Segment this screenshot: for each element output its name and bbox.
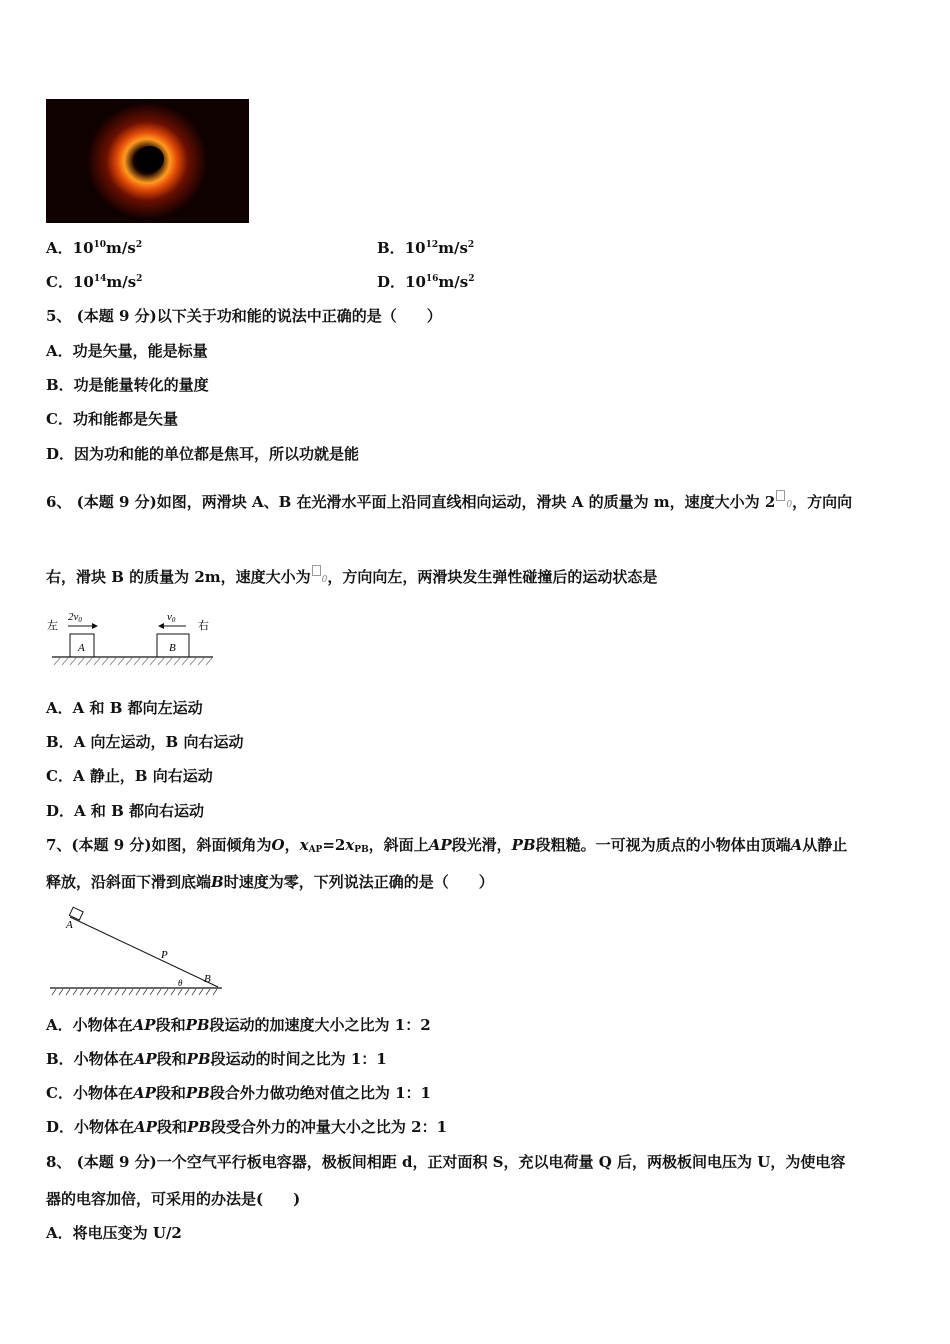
arrow-right-icon xyxy=(92,623,98,629)
q6-option-a: A．A 和 B 都向左运动 xyxy=(46,699,203,717)
q7-option-b: B．小物体在AP段和PB段运动的时间之比为 1：1 xyxy=(46,1050,387,1068)
q5-option-c: C．功和能都是矢量 xyxy=(46,410,178,428)
missing-glyph-icon xyxy=(776,490,785,501)
q6-fig-va-label: 2v xyxy=(68,611,79,623)
svg-text:B: B xyxy=(169,642,176,654)
svg-text:2v0: 2v0 xyxy=(68,611,82,624)
q4-option-b: B．$10^{12}m/s^2$ xyxy=(377,239,475,257)
svg-text:θ: θ xyxy=(178,978,183,988)
q8-option-a: A．将电压变为 U/2 xyxy=(46,1224,182,1242)
q7-option-a: A．小物体在AP段和PB段运动的加速度大小之比为 1：2 xyxy=(46,1016,431,1034)
svg-text:B: B xyxy=(204,973,211,985)
arrow-left-icon xyxy=(158,623,164,629)
q6-option-c: C．A 静止，B 向右运动 xyxy=(46,767,213,785)
q5-option-b: B．功是能量转化的量度 xyxy=(46,376,209,394)
svg-text:P: P xyxy=(161,949,168,961)
q6-fig-left-label: 左 xyxy=(47,620,58,632)
q5-stem: 5、 (本题 9 分)以下关于功和能的说法中正确的是（ ） xyxy=(46,307,442,325)
q8-stem-line2: 器的电容加倍，可采用的办法是( ) xyxy=(46,1190,301,1208)
svg-text:A: A xyxy=(78,642,85,654)
q4-option-a: A．$10^{10}m/s^2$ xyxy=(46,239,143,257)
q4-option-c: C．$10^{14}m/s^2$ xyxy=(46,273,143,291)
q8-stem-line1: 8、 (本题 9 分)一个空气平行板电容器，极板间相距 d，正对面积 S，充以电荷量 Q 后，两极板间电压为 U，为使电容 xyxy=(46,1153,846,1171)
q5-option-d: D．因为功和能的单位都是焦耳，所以功就是能 xyxy=(46,445,360,463)
black-hole-image xyxy=(46,99,249,223)
q7-stem-line2: 释放，沿斜面下滑到底端B时速度为零，下列说法正确的是（ ） xyxy=(46,873,494,891)
q6-option-d: D．A 和 B 都向右运动 xyxy=(46,802,204,820)
q6-stem-line1: 6、 (本题 9 分)如图，两滑块 A、B 在光滑水平面上沿同直线相向运动，滑块 A 的质量为 m，速度大小为 2 0，方向向 xyxy=(46,490,852,512)
svg-text:A: A xyxy=(66,919,73,931)
q7-stem-line1: 7、(本题 9 分)如图，斜面倾角为O，$x_{AP}=2x_{PB}$，斜面上AP段光滑，PB段粗糙。一可视为质点的小物体由顶端A从静止 xyxy=(46,836,848,855)
q6-fig-right-label: 右 xyxy=(198,620,209,632)
q6-stem-line2: 右，滑块 B 的质量为 2m，速度大小为 0，方向向左，两滑块发生弹性碰撞后的运动状态是 xyxy=(46,565,657,587)
q7-option-d: D．小物体在AP段和PB段受合外力的冲量大小之比为 2：1 xyxy=(46,1118,448,1136)
svg-text:v0: v0 xyxy=(167,611,176,624)
q4-option-d: D．$10^{16}m/s^2$ xyxy=(377,273,475,291)
q7-incline-figure xyxy=(46,904,224,1000)
q6-option-b: B．A 向左运动，B 向右运动 xyxy=(46,733,244,751)
q6-fig-vb-label: v xyxy=(167,611,172,623)
q7-option-c: C．小物体在AP段和PB段合外力做功绝对值之比为 1：1 xyxy=(46,1084,431,1102)
q6-collision-figure xyxy=(46,606,216,668)
missing-glyph-icon xyxy=(312,565,321,576)
q5-option-a: A．功是矢量，能是标量 xyxy=(46,342,208,360)
